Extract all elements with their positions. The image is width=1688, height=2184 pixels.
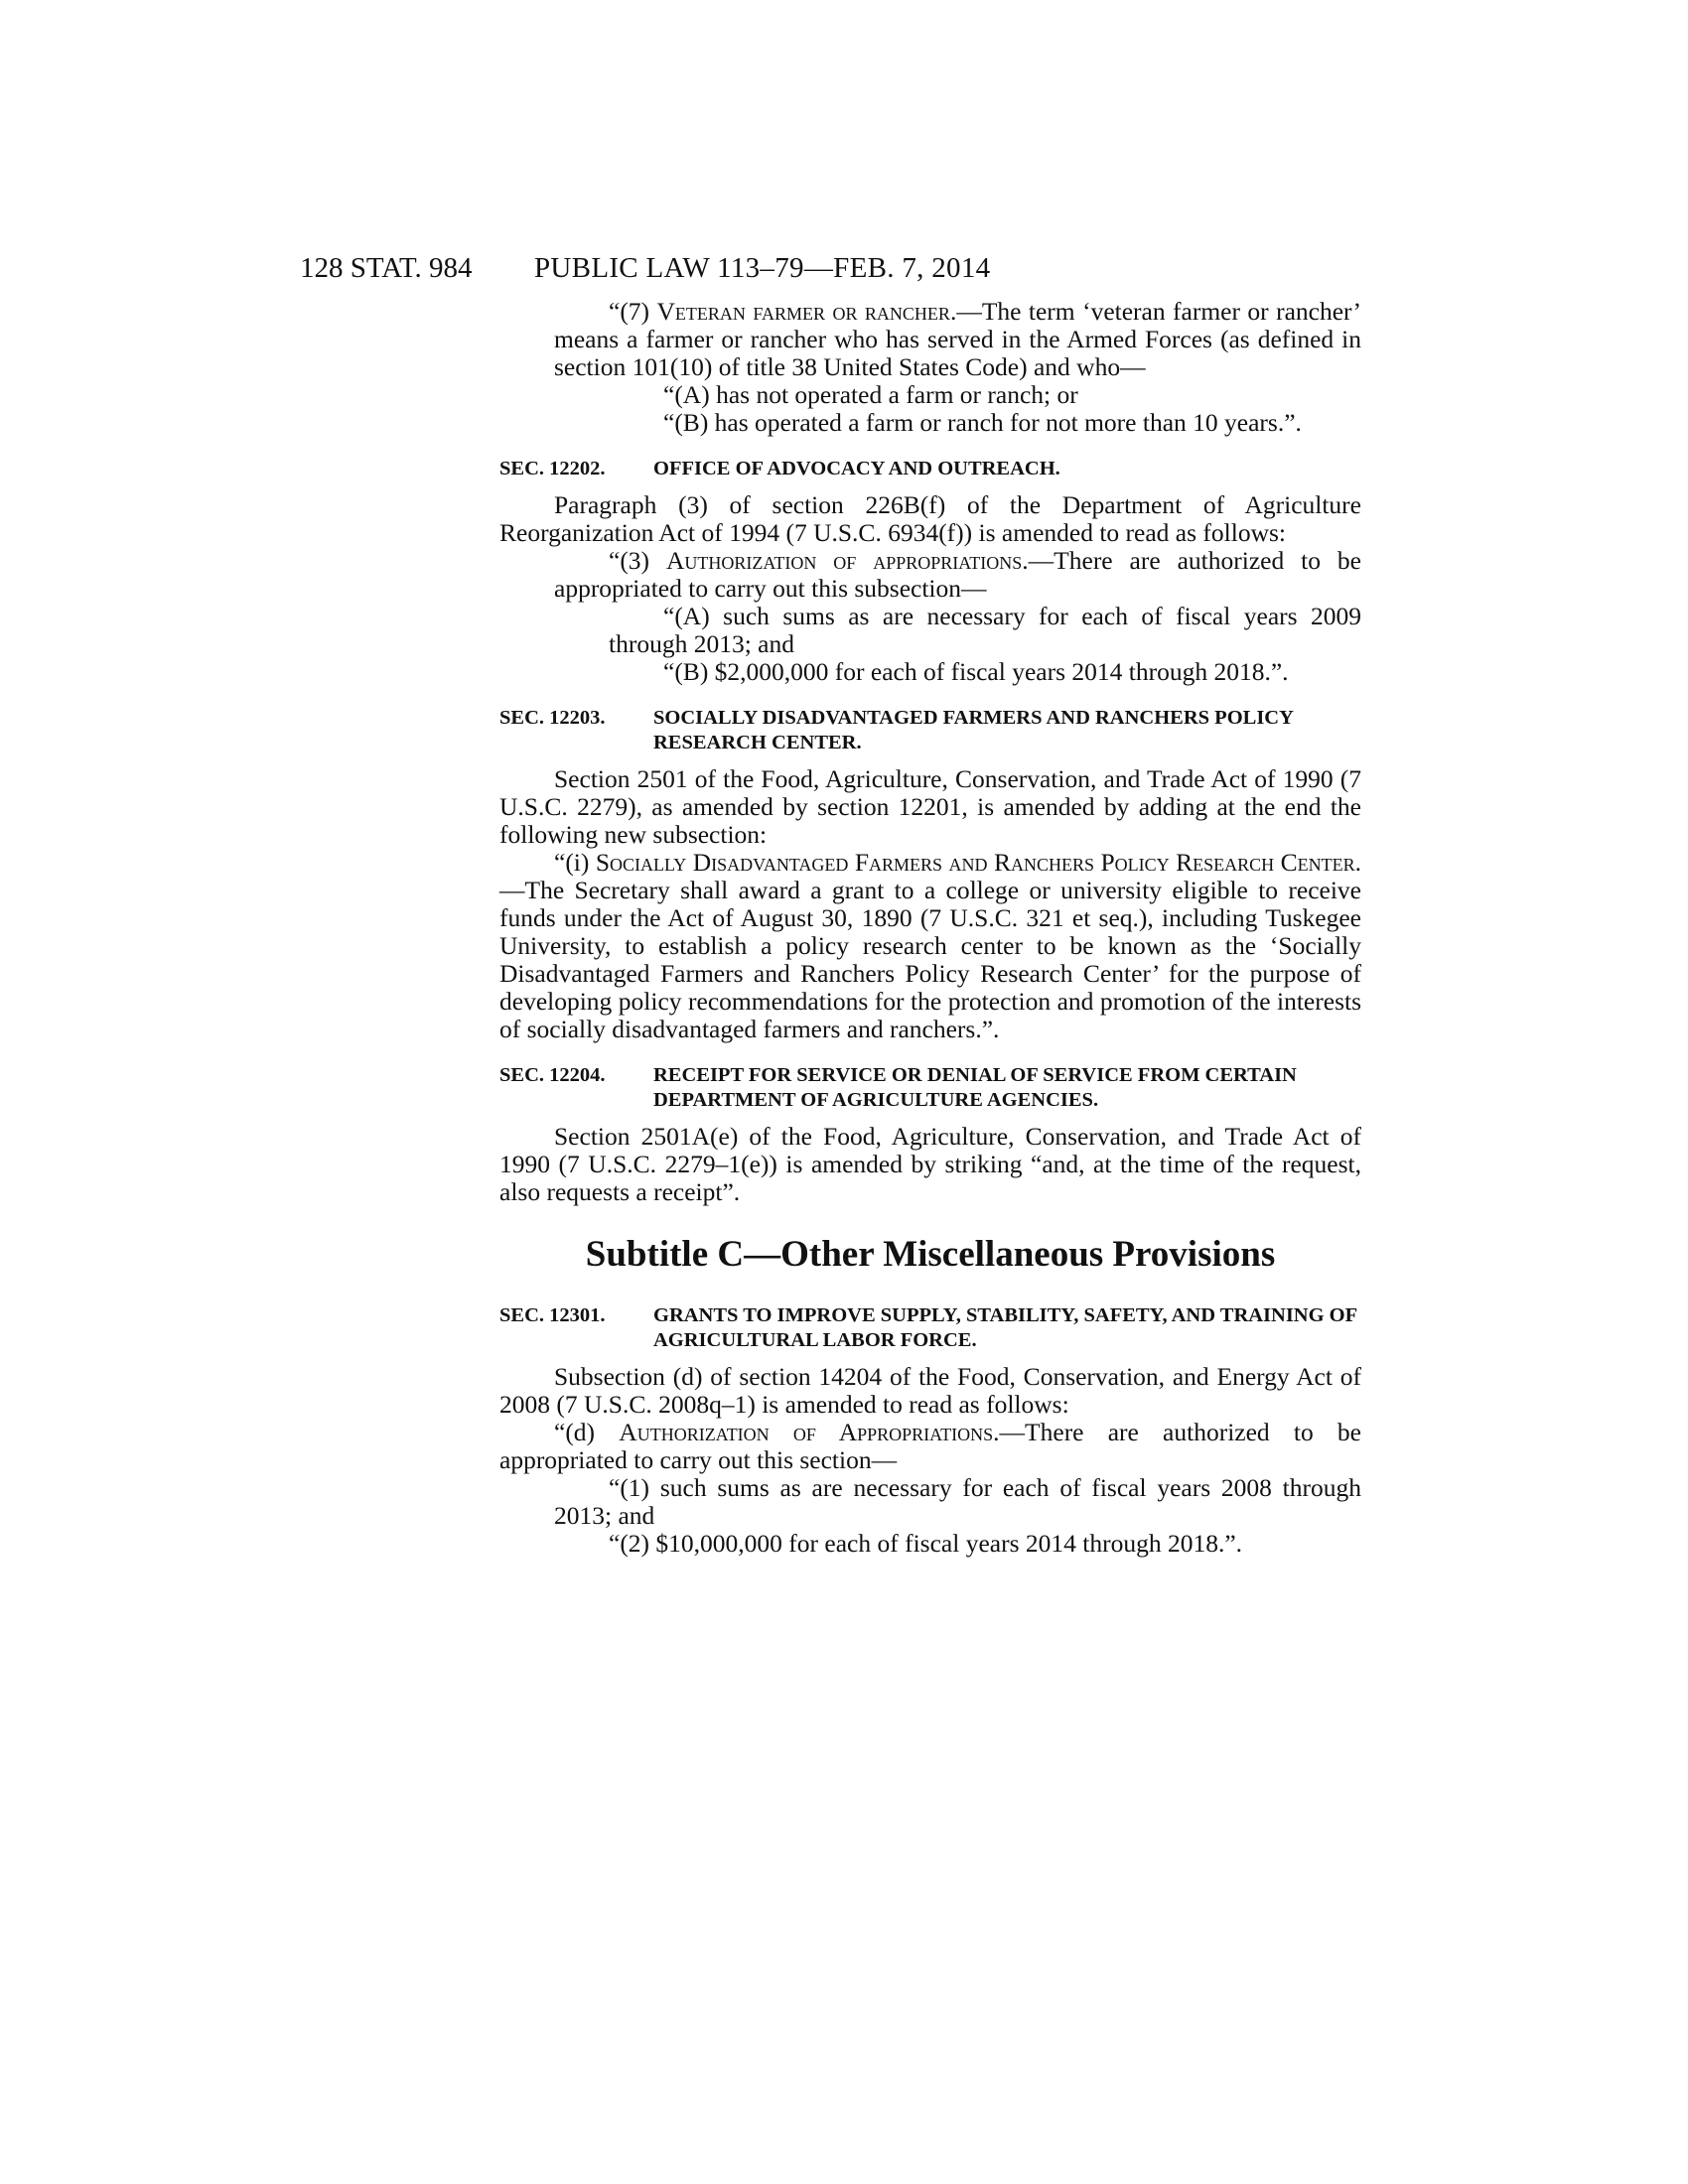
- paragraph-d-1: “(1) such sums as are necessary for each of fiscal years 2008 through 2013; and: [554, 1473, 1361, 1530]
- paragraph-3-b: “(B) $2,000,000 for each of fiscal years 2014 through 2018.”.: [663, 657, 1289, 686]
- paragraph-3-a: “(A) such sums as are necessary for each of fiscal years 2009 through 2013; and: [609, 602, 1361, 658]
- section-heading-12202: SEC. 12202. OFFICE OF ADVOCACY AND OUTREACH.: [499, 458, 1060, 479]
- paragraph-7-a: “(A) has not operated a farm or ranch; or: [663, 380, 1078, 409]
- section-heading-12203: SEC. 12203. SOCIALLY DISADVANTAGED FARMERS AND RANCHERS POLICY RESEARCH CENTER.: [499, 707, 1294, 753]
- paragraph-7: “(7) Veteran farmer or rancher.—The term ‘veteran farmer or rancher’ means a farmer or rancher who has served in the Armed Forces (as defined in section 101(10) of title 38 United States Code) and who—: [554, 297, 1361, 381]
- paragraph-d-2: “(2) $10,000,000 for each of fiscal years 2014 through 2018.”.: [609, 1529, 1243, 1558]
- public-law-title: PUBLIC LAW 113–79—FEB. 7, 2014: [534, 252, 991, 284]
- paragraph-3-term: Authorization of appropriations: [665, 546, 1023, 575]
- paragraph-7-term: Veteran farmer or rancher: [656, 297, 950, 326]
- paragraph-3: “(3) Authorization of appropriations.—There are authorized to be appropriated to carry out this subsection—: [554, 546, 1361, 603]
- subsection-i: “(i) Socially Disadvantaged Farmers and Ranchers Policy Research Center.—The Secretary shall award a grant to a college or university eligible to receive funds under the Act of August 30, 1890 (7 U.S.C. 321 et seq.), including Tuskegee University, to establish a policy research center to be known as the ‘Socially Disadvantaged Farmers and Ranchers Policy Research Center’ for the purpose of developing policy recommendations for the protection and promotion of the interests of socially disadvantaged farmers and ranchers.”.: [499, 848, 1361, 1043]
- stat-page-number: 128 STAT. 984: [300, 252, 473, 284]
- subsection-d: “(d) Authorization of Appropriations.—There are authorized to be appropriated to carry out this section—: [499, 1418, 1362, 1474]
- paragraph-7-b: “(B) has operated a farm or ranch for not more than 10 years.”.: [663, 408, 1302, 437]
- subsection-i-term: Socially Disadvantaged Farmers and Ranchers Policy Research Center: [595, 848, 1355, 877]
- subsection-d-term: Authorization of Appropriations: [619, 1418, 994, 1446]
- section-heading-12204: SEC. 12204. RECEIPT FOR SERVICE OR DENIAL OF SERVICE FROM CERTAIN DEPARTMENT OF AGRICULTURE AGENCIES.: [499, 1064, 1297, 1111]
- section-12203-intro: Section 2501 of the Food, Agriculture, Conservation, and Trade Act of 1990 (7 U.S.C. 2279), as amended by section 12201, is amended by adding at the end the following new subsection:: [499, 764, 1361, 849]
- section-12202-intro: Paragraph (3) of section 226B(f) of the Department of Agriculture Reorganization Act of 1994 (7 U.S.C. 6934(f)) is amended to read as follows:: [499, 490, 1361, 547]
- section-12204-text: Section 2501A(e) of the Food, Agriculture, Conservation, and Trade Act of 1990 (7 U.S.C. 2279–1(e)) is amended by striking “and, at the time of the request, also requests a receipt”.: [499, 1122, 1361, 1206]
- subtitle-heading: Subtitle C—Other Miscellaneous Provisions: [585, 1234, 1276, 1275]
- section-heading-12301: SEC. 12301. GRANTS TO IMPROVE SUPPLY, STABILITY, SAFETY, AND TRAINING OF AGRICULTURAL LABOR FORCE.: [499, 1304, 1357, 1351]
- page-header: [300, 248, 1362, 288]
- document-body: [499, 298, 1361, 1558]
- section-12301-intro: Subsection (d) of section 14204 of the Food, Conservation, and Energy Act of 2008 (7 U.S.C. 2008q–1) is amended to read as follows:: [499, 1362, 1361, 1419]
